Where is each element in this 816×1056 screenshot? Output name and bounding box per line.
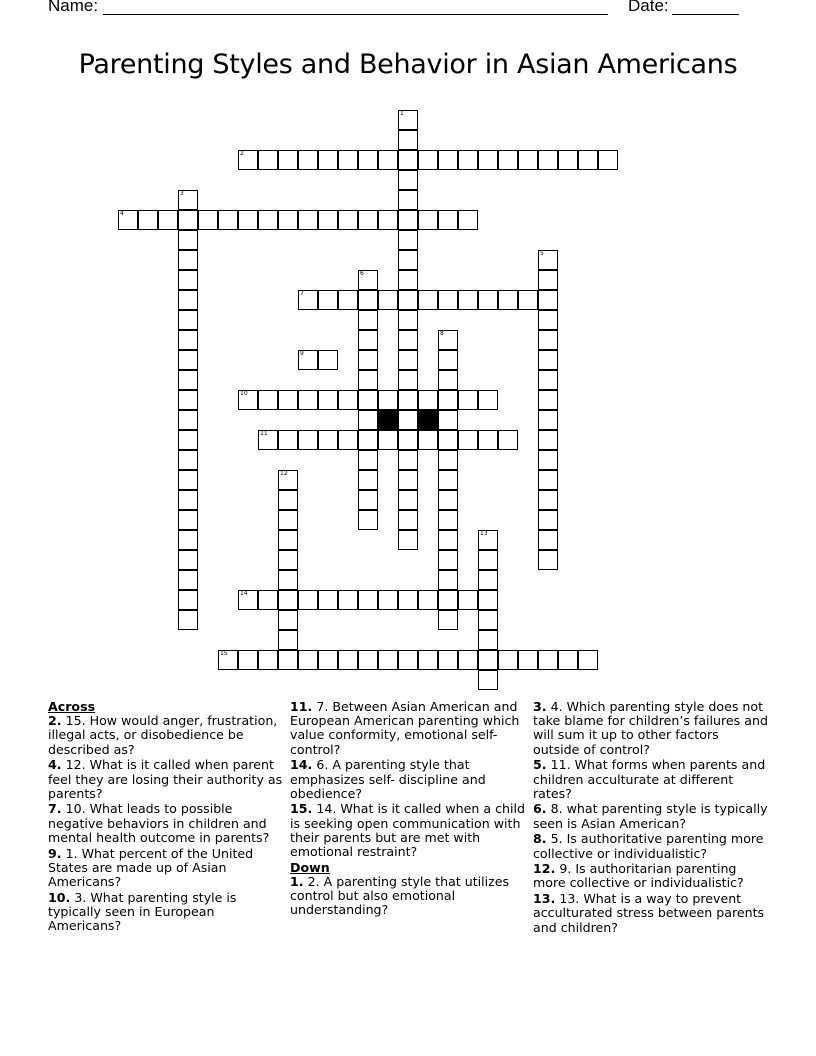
grid-cell[interactable] [438, 370, 458, 390]
cell-number: 4 [120, 210, 124, 217]
grid-cell[interactable] [238, 210, 258, 230]
grid-cell[interactable] [178, 450, 198, 470]
grid-cell[interactable] [438, 510, 458, 530]
grid-cell[interactable] [558, 150, 578, 170]
clues-column-2 [290, 700, 526, 919]
grid-cell[interactable] [258, 590, 278, 610]
grid-cell[interactable] [358, 210, 378, 230]
clue-text: 14. What is it called when a child is seeking open communication with their parents but are met with emotional restraint? [290, 801, 525, 860]
grid-cell[interactable] [338, 650, 358, 670]
grid-cell[interactable] [178, 190, 198, 210]
grid-cell[interactable] [278, 530, 298, 550]
grid-cell[interactable] [378, 390, 398, 410]
grid-cell[interactable] [178, 430, 198, 450]
grid-cell[interactable] [378, 430, 398, 450]
grid-cell[interactable] [358, 350, 378, 370]
grid-cell[interactable] [418, 590, 438, 610]
black-square [418, 410, 438, 430]
grid-cell[interactable] [358, 510, 378, 530]
clue-number: 6. [533, 801, 547, 817]
grid-cell[interactable] [398, 330, 418, 350]
grid-cell[interactable] [398, 370, 418, 390]
grid-cell[interactable] [318, 590, 338, 610]
grid-cell[interactable] [398, 230, 418, 250]
grid-cell[interactable] [358, 590, 378, 610]
grid-cell[interactable] [538, 450, 558, 470]
grid-cell[interactable] [318, 390, 338, 410]
grid-cell[interactable] [218, 650, 238, 670]
grid-cell[interactable] [358, 390, 378, 410]
clues-column-1 [48, 700, 284, 935]
grid-cell[interactable] [558, 650, 578, 670]
grid-cell[interactable] [418, 390, 438, 410]
clue-down-5 [533, 758, 769, 801]
grid-cell[interactable] [438, 470, 458, 490]
grid-cell[interactable] [398, 530, 418, 550]
grid-cell[interactable] [318, 290, 338, 310]
grid-cell[interactable] [238, 150, 258, 170]
cell-number: 1 [400, 110, 404, 117]
grid-cell[interactable] [178, 590, 198, 610]
grid-cell[interactable] [118, 210, 138, 230]
grid-cell[interactable] [358, 490, 378, 510]
grid-cell[interactable] [478, 550, 498, 570]
grid-cell[interactable] [438, 570, 458, 590]
grid-cell[interactable] [298, 150, 318, 170]
grid-cell[interactable] [218, 210, 238, 230]
grid-cell[interactable] [298, 590, 318, 610]
header [48, 0, 748, 22]
grid-cell[interactable] [318, 650, 338, 670]
grid-cell[interactable] [278, 490, 298, 510]
grid-cell[interactable] [398, 350, 418, 370]
grid-cell[interactable] [178, 270, 198, 290]
grid-cell[interactable] [398, 150, 418, 170]
cell-number: 7 [300, 290, 304, 297]
grid-cell[interactable] [418, 150, 438, 170]
grid-cell[interactable] [538, 430, 558, 450]
grid-cell[interactable] [278, 570, 298, 590]
grid-cell[interactable] [318, 210, 338, 230]
grid-cell[interactable] [438, 490, 458, 510]
grid-cell[interactable] [278, 150, 298, 170]
grid-cell[interactable] [358, 290, 378, 310]
grid-cell[interactable] [438, 610, 458, 630]
grid-cell[interactable] [258, 650, 278, 670]
grid-cell[interactable] [178, 610, 198, 630]
grid-cell[interactable] [578, 150, 598, 170]
clue-number: 1. [290, 873, 304, 889]
clue-text: 7. Between Asian American and European American parenting which value conformity, emotional self-control? [290, 699, 520, 757]
grid-cell[interactable] [258, 150, 278, 170]
grid-cell[interactable] [538, 330, 558, 350]
grid-cell[interactable] [438, 290, 458, 310]
grid-cell[interactable] [478, 650, 498, 670]
grid-cell[interactable] [478, 630, 498, 650]
clue-text: 4. Which parenting style does not take blame for children’s failures and will sum it up to other factors outside of control? [533, 699, 768, 757]
clue-text: 9. Is authoritarian parenting more collective or individualistic? [533, 861, 744, 891]
grid-cell[interactable] [538, 290, 558, 310]
down-heading: Down [290, 859, 330, 875]
grid-cell[interactable] [398, 270, 418, 290]
grid-cell[interactable] [178, 470, 198, 490]
grid-cell[interactable] [358, 270, 378, 290]
grid-cell[interactable] [458, 290, 478, 310]
grid-cell[interactable] [538, 270, 558, 290]
clue-text: 12. What is it called when parent feel they are losing their authority as parents? [48, 757, 283, 801]
grid-cell[interactable] [438, 350, 458, 370]
grid-cell[interactable] [398, 410, 418, 430]
grid-cell[interactable] [538, 530, 558, 550]
clues-column-3 [533, 700, 769, 936]
grid-cell[interactable] [418, 430, 438, 450]
clue-across-10 [48, 891, 284, 934]
grid-cell[interactable] [298, 290, 318, 310]
grid-cell[interactable] [338, 210, 358, 230]
clue-number: 12. [533, 861, 556, 877]
cell-number: 10 [240, 390, 248, 397]
grid-cell[interactable] [198, 210, 218, 230]
grid-cell[interactable] [378, 290, 398, 310]
grid-cell[interactable] [458, 650, 478, 670]
clue-down-3 [533, 700, 769, 757]
grid-cell[interactable] [278, 590, 298, 610]
grid-cell[interactable] [358, 430, 378, 450]
grid-cell[interactable] [398, 210, 418, 230]
grid-cell[interactable] [298, 210, 318, 230]
grid-cell[interactable] [438, 390, 458, 410]
grid-cell[interactable] [538, 250, 558, 270]
grid-cell[interactable] [538, 310, 558, 330]
grid-cell[interactable] [478, 590, 498, 610]
grid-cell[interactable] [398, 290, 418, 310]
grid-cell[interactable] [478, 610, 498, 630]
grid-cell[interactable] [398, 310, 418, 330]
clue-number: 14. [290, 757, 313, 773]
grid-cell[interactable] [418, 650, 438, 670]
clue-down-1 [290, 875, 526, 918]
grid-cell[interactable] [178, 250, 198, 270]
grid-cell[interactable] [178, 350, 198, 370]
clue-text: 3. What parenting style is typically seen in European Americans? [48, 889, 237, 934]
grid-cell[interactable] [178, 550, 198, 570]
clue-across-7 [48, 802, 284, 845]
grid-cell[interactable] [358, 410, 378, 430]
clue-number: 15. [290, 801, 313, 817]
clue-across-9 [48, 847, 284, 890]
grid-cell[interactable] [458, 390, 478, 410]
grid-cell[interactable] [178, 290, 198, 310]
clue-text: 15. How would anger, frustration, illegal acts, or disobedience be described as? [48, 713, 278, 757]
grid-cell[interactable] [458, 210, 478, 230]
grid-cell[interactable] [478, 430, 498, 450]
grid-cell[interactable] [318, 150, 338, 170]
grid-cell[interactable] [438, 410, 458, 430]
grid-cell[interactable] [438, 530, 458, 550]
across-heading: Across [48, 699, 96, 714]
cell-number: 14 [240, 590, 248, 597]
grid-cell[interactable] [518, 650, 538, 670]
cell-number: 8 [440, 330, 444, 337]
grid-cell[interactable] [278, 650, 298, 670]
clue-across-11 [290, 700, 526, 757]
grid-cell[interactable] [378, 150, 398, 170]
grid-cell[interactable] [478, 670, 498, 690]
grid-cell[interactable] [398, 110, 418, 130]
grid-cell[interactable] [358, 330, 378, 350]
grid-cell[interactable] [338, 430, 358, 450]
clue-number: 9. [48, 845, 62, 861]
clue-number: 3. [533, 699, 547, 714]
grid-cell[interactable] [438, 550, 458, 570]
grid-cell[interactable] [438, 590, 458, 610]
grid-cell[interactable] [538, 370, 558, 390]
grid-cell[interactable] [358, 650, 378, 670]
clue-number: 7. [48, 801, 62, 817]
grid-cell[interactable] [258, 430, 278, 450]
grid-cell[interactable] [298, 430, 318, 450]
clue-number: 8. [533, 831, 547, 847]
grid-cell[interactable] [478, 570, 498, 590]
grid-cell[interactable] [178, 330, 198, 350]
clue-down-12 [533, 862, 769, 890]
grid-cell[interactable] [378, 590, 398, 610]
clue-number: 5. [533, 757, 547, 773]
grid-cell[interactable] [518, 150, 538, 170]
grid-cell[interactable] [338, 290, 358, 310]
grid-cell[interactable] [538, 390, 558, 410]
clue-number: 13. [533, 891, 556, 907]
grid-cell[interactable] [398, 250, 418, 270]
date-field[interactable] [672, 14, 739, 15]
grid-cell[interactable] [398, 470, 418, 490]
grid-cell[interactable] [358, 310, 378, 330]
grid-cell[interactable] [318, 430, 338, 450]
grid-cell[interactable] [478, 150, 498, 170]
grid-cell[interactable] [438, 150, 458, 170]
grid-cell[interactable] [138, 210, 158, 230]
grid-cell[interactable] [458, 590, 478, 610]
grid-cell[interactable] [538, 470, 558, 490]
grid-cell[interactable] [178, 210, 198, 230]
cell-number: 13 [480, 530, 488, 537]
name-field[interactable] [103, 14, 608, 15]
clue-text: 6. A parenting style that emphasizes self- discipline and obedience? [290, 757, 486, 801]
grid-cell[interactable] [178, 230, 198, 250]
name-label: Name: [48, 0, 99, 15]
grid-cell[interactable] [238, 590, 258, 610]
grid-cell[interactable] [378, 210, 398, 230]
grid-cell[interactable] [498, 290, 518, 310]
date-label: Date: [628, 0, 669, 15]
grid-cell[interactable] [238, 390, 258, 410]
grid-cell[interactable] [278, 510, 298, 530]
grid-cell[interactable] [398, 170, 418, 190]
grid-cell[interactable] [398, 430, 418, 450]
clue-text: 2. A parenting style that utilizes control but also emotional understanding? [290, 873, 510, 918]
clue-text: 8. what parenting style is typically seen is Asian American? [533, 801, 768, 831]
grid-cell[interactable] [538, 550, 558, 570]
grid-cell[interactable] [178, 370, 198, 390]
grid-cell[interactable] [458, 430, 478, 450]
clue-down-8 [533, 832, 769, 860]
grid-cell[interactable] [538, 490, 558, 510]
grid-cell[interactable] [538, 150, 558, 170]
grid-cell[interactable] [358, 450, 378, 470]
grid-cell[interactable] [358, 150, 378, 170]
grid-cell[interactable] [178, 570, 198, 590]
cell-number: 9 [300, 350, 304, 357]
grid-cell[interactable] [438, 430, 458, 450]
clue-number: 10. [48, 889, 71, 905]
grid-cell[interactable] [278, 630, 298, 650]
grid-cell[interactable] [438, 330, 458, 350]
grid-cell[interactable] [178, 390, 198, 410]
grid-cell[interactable] [258, 390, 278, 410]
grid-cell[interactable] [438, 650, 458, 670]
cell-number: 15 [220, 650, 228, 657]
cell-number: 11 [260, 430, 268, 437]
grid-cell[interactable] [598, 150, 618, 170]
grid-cell[interactable] [178, 510, 198, 530]
grid-cell[interactable] [478, 390, 498, 410]
grid-cell[interactable] [298, 650, 318, 670]
grid-cell[interactable] [178, 310, 198, 330]
black-square [378, 410, 398, 430]
grid-cell[interactable] [498, 430, 518, 450]
grid-cell[interactable] [378, 650, 398, 670]
grid-cell[interactable] [398, 390, 418, 410]
grid-cell[interactable] [338, 590, 358, 610]
grid-cell[interactable] [478, 530, 498, 550]
grid-cell[interactable] [398, 650, 418, 670]
grid-cell[interactable] [538, 350, 558, 370]
grid-cell[interactable] [358, 370, 378, 390]
clue-text: 1. What percent of the United States are made up of Asian Americans? [48, 845, 254, 889]
clue-number: 11. [290, 699, 313, 714]
cell-number: 5 [540, 250, 544, 257]
clue-across-4 [48, 758, 284, 801]
page-title: Parenting Styles and Behavior in Asian Americans [78, 49, 738, 80]
cell-number: 3 [180, 190, 184, 197]
grid-cell[interactable] [498, 650, 518, 670]
grid-cell[interactable] [538, 410, 558, 430]
grid-cell[interactable] [438, 210, 458, 230]
clue-down-6 [533, 802, 769, 830]
grid-cell[interactable] [178, 490, 198, 510]
clue-text: 10. What leads to possible negative behaviors in children and mental health outcome in parents? [48, 801, 270, 845]
clue-text: 5. Is authoritative parenting more collective or individualistic? [533, 831, 764, 861]
clue-text: 11. What forms when parents and children acculturate at different rates? [533, 757, 766, 801]
cell-number: 12 [280, 470, 288, 477]
grid-cell[interactable] [258, 210, 278, 230]
grid-cell[interactable] [358, 470, 378, 490]
clue-down-13 [533, 892, 769, 935]
grid-cell[interactable] [158, 210, 178, 230]
grid-cell[interactable] [278, 390, 298, 410]
grid-cell[interactable] [438, 450, 458, 470]
grid-cell[interactable] [278, 210, 298, 230]
grid-cell[interactable] [278, 550, 298, 570]
grid-cell[interactable] [278, 470, 298, 490]
grid-cell[interactable] [398, 490, 418, 510]
grid-cell[interactable] [318, 350, 338, 370]
grid-cell[interactable] [298, 350, 318, 370]
grid-cell[interactable] [398, 130, 418, 150]
grid-cell[interactable] [538, 510, 558, 530]
grid-cell[interactable] [398, 590, 418, 610]
grid-cell[interactable] [278, 430, 298, 450]
cell-number: 2 [240, 150, 244, 157]
clue-across-2 [48, 714, 284, 757]
grid-cell[interactable] [278, 610, 298, 630]
clue-number: 4. [48, 757, 62, 773]
grid-cell[interactable] [338, 390, 358, 410]
grid-cell[interactable] [418, 210, 438, 230]
clue-text: 13. What is a way to prevent acculturated stress between parents and children? [533, 891, 765, 935]
grid-cell[interactable] [398, 450, 418, 470]
grid-cell[interactable] [178, 530, 198, 550]
grid-cell[interactable] [238, 650, 258, 670]
cell-number: 6 [360, 270, 364, 277]
grid-cell[interactable] [578, 650, 598, 670]
grid-cell[interactable] [178, 410, 198, 430]
clue-across-14 [290, 758, 526, 801]
clue-number: 2. [48, 713, 62, 729]
grid-cell[interactable] [458, 150, 478, 170]
grid-cell[interactable] [298, 390, 318, 410]
grid-cell[interactable] [498, 150, 518, 170]
grid-cell[interactable] [398, 190, 418, 210]
grid-cell[interactable] [398, 510, 418, 530]
grid-cell[interactable] [338, 150, 358, 170]
grid-cell[interactable] [518, 290, 538, 310]
grid-cell[interactable] [418, 290, 438, 310]
clue-across-15 [290, 802, 526, 859]
grid-cell[interactable] [478, 290, 498, 310]
grid-cell[interactable] [538, 650, 558, 670]
